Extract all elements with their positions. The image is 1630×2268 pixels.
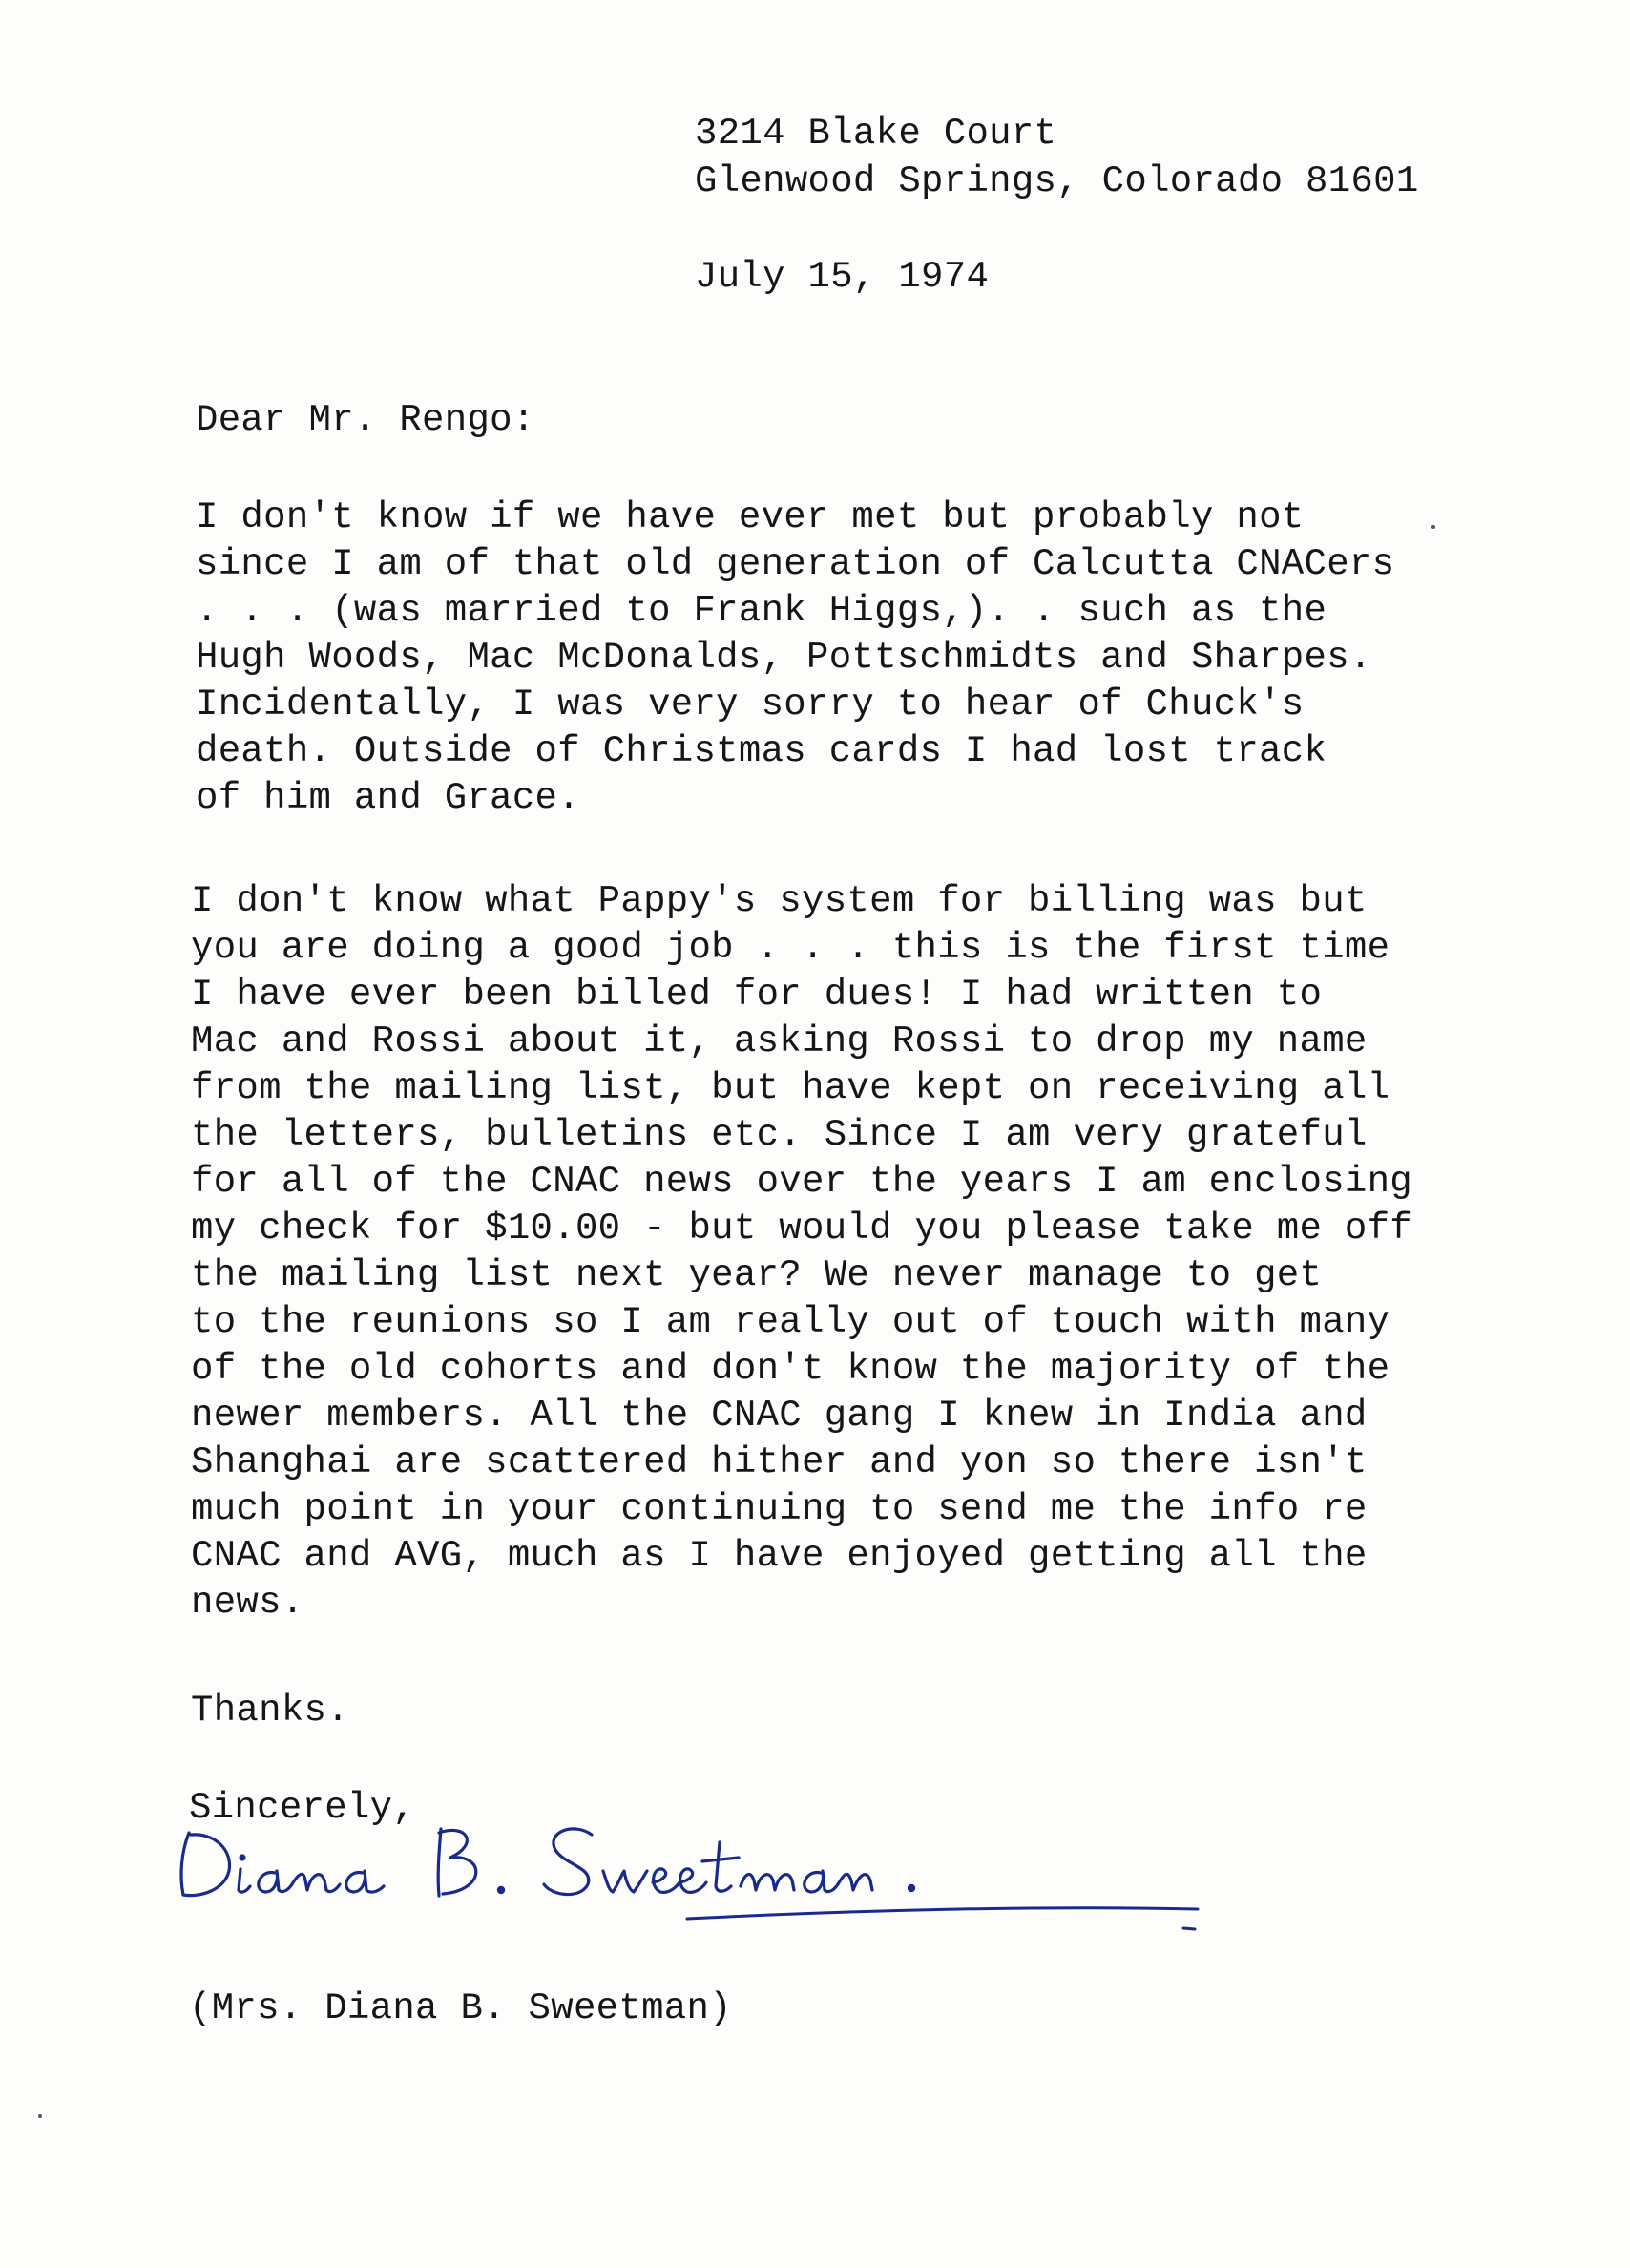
paragraph-line: . . . (was married to Frank Higgs,). . such as the	[196, 590, 1327, 632]
handwritten-signature	[172, 1795, 1222, 1938]
paragraph-line: the mailing list next year? We never manage to get	[191, 1254, 1323, 1296]
paragraph-line: Hugh Woods, Mac McDonalds, Pottschmidts and Sharpes.	[196, 637, 1372, 679]
paragraph-line: Incidentally, I was very sorry to hear of Chuck's	[196, 683, 1305, 725]
paragraph-line: my check for $10.00 - but would you please take me off	[191, 1208, 1413, 1250]
paragraph-line: much point in your continuing to send me the info re	[191, 1488, 1368, 1530]
paragraph-line: I have ever been billed for dues! I had written to	[191, 974, 1323, 1016]
paragraph-line: Mac and Rossi about it, asking Rossi to drop my name	[191, 1020, 1368, 1062]
salutation: Dear Mr. Rengo:	[196, 399, 535, 441]
paragraph-line: from the mailing list, but have kept on receiving all	[191, 1067, 1390, 1109]
letter-date: July 15, 1974	[695, 256, 990, 298]
paragraph-line: newer members. All the CNAC gang I knew in India and	[191, 1395, 1368, 1437]
paper-speck	[1431, 525, 1435, 529]
paragraph-line: for all of the CNAC news over the years I am enclosing	[191, 1161, 1413, 1203]
typed-name: (Mrs. Diana B. Sweetman)	[189, 1987, 732, 2029]
paragraph-line: I don't know what Pappy's system for billing was but	[191, 880, 1368, 922]
paper-speck	[38, 2114, 42, 2118]
thanks-line: Thanks.	[191, 1690, 349, 1732]
paragraph-line: the letters, bulletins etc. Since I am very grateful	[191, 1114, 1368, 1156]
paragraph-line: you are doing a good job . . . this is the first time	[191, 927, 1390, 969]
paragraph-line: Shanghai are scattered hither and yon so there isn't	[191, 1441, 1368, 1483]
paragraph-line: death. Outside of Christmas cards I had lost track	[196, 730, 1327, 772]
paragraph-line: CNAC and AVG, much as I have enjoyed getting all the	[191, 1535, 1368, 1577]
paragraph-line: news.	[191, 1582, 304, 1624]
paragraph-line: I don't know if we have ever met but probably not	[196, 496, 1305, 538]
paragraph-line: of him and Grace.	[196, 777, 580, 819]
paragraph-line: of the old cohorts and don't know the majority of the	[191, 1348, 1390, 1390]
address-line-2: Glenwood Springs, Colorado 81601	[695, 160, 1419, 202]
closing-line: Sincerely,	[189, 1787, 416, 1829]
paragraph-line: since I am of that old generation of Calcutta CNACers	[196, 543, 1395, 585]
paragraph-line: to the reunions so I am really out of touch with many	[191, 1301, 1390, 1343]
address-line-1: 3214 Blake Court	[695, 113, 1057, 155]
